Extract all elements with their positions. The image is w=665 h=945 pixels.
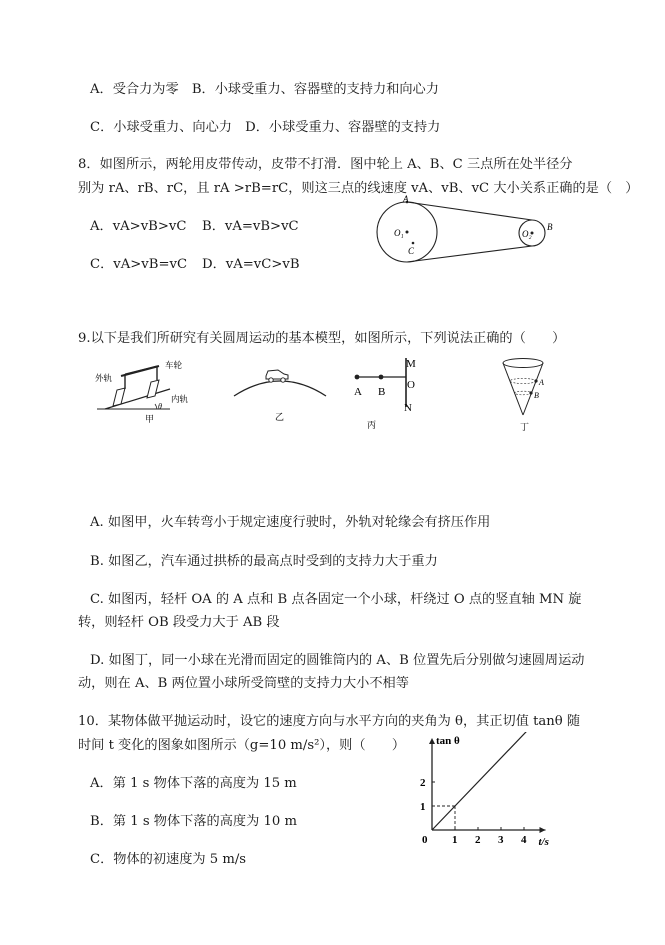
q7-options-ab: A．受合力为零 B．小球受重力、容器壁的支持力和向心力 (90, 82, 439, 97)
q10-option-c: C．物体的初速度为 5 m/s (90, 852, 247, 867)
o1-label: O₁ (394, 228, 404, 238)
q8-option-c: C．vA>vB=vC (90, 257, 188, 272)
bing-point-b: B (378, 386, 386, 398)
figure-ding-cone (496, 355, 556, 435)
bing-point-n: N (404, 402, 412, 414)
q8-option-a: A．vA>vB>vC (90, 219, 187, 234)
q9-option-c-line1: C. 如图丙，轻杆 OA 的 A 点和 B 点各固定一个小球，杆绕过 O 点的竖直轴 MN 旋 (90, 592, 582, 607)
q8-option-b: B．vA=vB>vC (202, 219, 299, 234)
x-axis-arrow (540, 827, 546, 833)
q10-option-a: A．第 1 s 物体下落的高度为 15 m (90, 776, 297, 791)
q8-stem-line2: 别为 rA、rB、rC，且 rA >rB=rC，则这三点的线速度 vA、vB、vC 大小关系正确的是（ ） (78, 181, 639, 196)
q7-options-cd: C．小球受重力、向心力 D．小球受重力、容器壁的支持力 (90, 120, 441, 135)
figure-yi-arch-bridge (230, 364, 330, 426)
point-b-label: B (547, 222, 553, 232)
ding-point-b: B (534, 391, 539, 400)
q10-stem-line2: 时间 t 变化的图象如图所示（g=10 m/s²），则（ ） (78, 738, 406, 753)
x-tick-label: 4 (521, 834, 527, 846)
x-tick-label: 1 (452, 834, 458, 846)
wheel-label: 车轮 (165, 360, 183, 370)
y-tick-label: 2 (420, 777, 426, 789)
q8-option-d: D．vA=vC>vB (202, 257, 300, 272)
figure-ding-label: 丁 (520, 422, 530, 432)
ding-point-a: A (539, 378, 544, 387)
q8-stem-line1: 8．如图所示，两轮用皮带传动，皮带不打滑．图中轮上 A、B、C 三点所在处半径分 (78, 157, 573, 172)
outer-rail-label: 外轨 (95, 373, 113, 383)
q9-option-d-line2: 动，则在 A、B 两位置小球所受筒壁的支持力大小不相等 (78, 676, 409, 691)
x-tick-label: 3 (498, 834, 504, 846)
belt-drive-figure (370, 195, 560, 275)
x-tick-label: 0 (422, 834, 428, 846)
bing-point-o: O (407, 379, 415, 391)
y-tick-label: 1 (420, 801, 426, 813)
x-tick-label: 2 (475, 834, 481, 846)
bing-point-m: M (406, 358, 416, 370)
figure-jia-banked-track (95, 352, 205, 424)
q10-option-b: B．第 1 s 物体下落的高度为 10 m (90, 814, 297, 829)
q9-option-d-line1: D. 如图丁，同一小球在光滑而固定的圆锥筒内的 A、B 位置先后分别做匀速圆周运动 (90, 653, 585, 668)
figure-jia-label: 甲 (145, 414, 155, 424)
q9-option-c-line2: 转，则轻杆 OB 段受力大于 AB 段 (78, 615, 280, 630)
point-a-label: A (403, 195, 409, 204)
q9-option-a: A. 如图甲，火车转弯小于规定速度行驶时，外轨对轮缘会有挤压作用 (90, 515, 491, 530)
bing-point-a: A (354, 386, 362, 398)
point-c-label: C (408, 246, 415, 256)
q10-stem-line1: 10．某物体做平抛运动时，设它的速度方向与水平方向的夹角为 θ，其正切值 tanθ 随 (78, 714, 581, 729)
o2-label: O₂ (522, 229, 532, 239)
theta-label: θ (158, 402, 162, 411)
figure-bing-rod (348, 352, 423, 432)
inner-rail-label: 内轨 (171, 394, 189, 404)
figure-yi-label: 乙 (275, 412, 285, 422)
y-axis-label: tan θ (436, 735, 460, 747)
figure-bing-label: 丙 (367, 420, 377, 430)
q9-option-b: B. 如图乙，汽车通过拱桥的最高点时受到的支持力大于重力 (90, 554, 438, 569)
y-axis-arrow (429, 738, 435, 744)
x-axis-label: t/s (538, 836, 549, 848)
q9-stem: 9.以下是我们所研究有关圆周运动的基本模型，如图所示，下列说法正确的（ ） (78, 331, 566, 346)
tan-theta-time-chart (412, 732, 562, 852)
